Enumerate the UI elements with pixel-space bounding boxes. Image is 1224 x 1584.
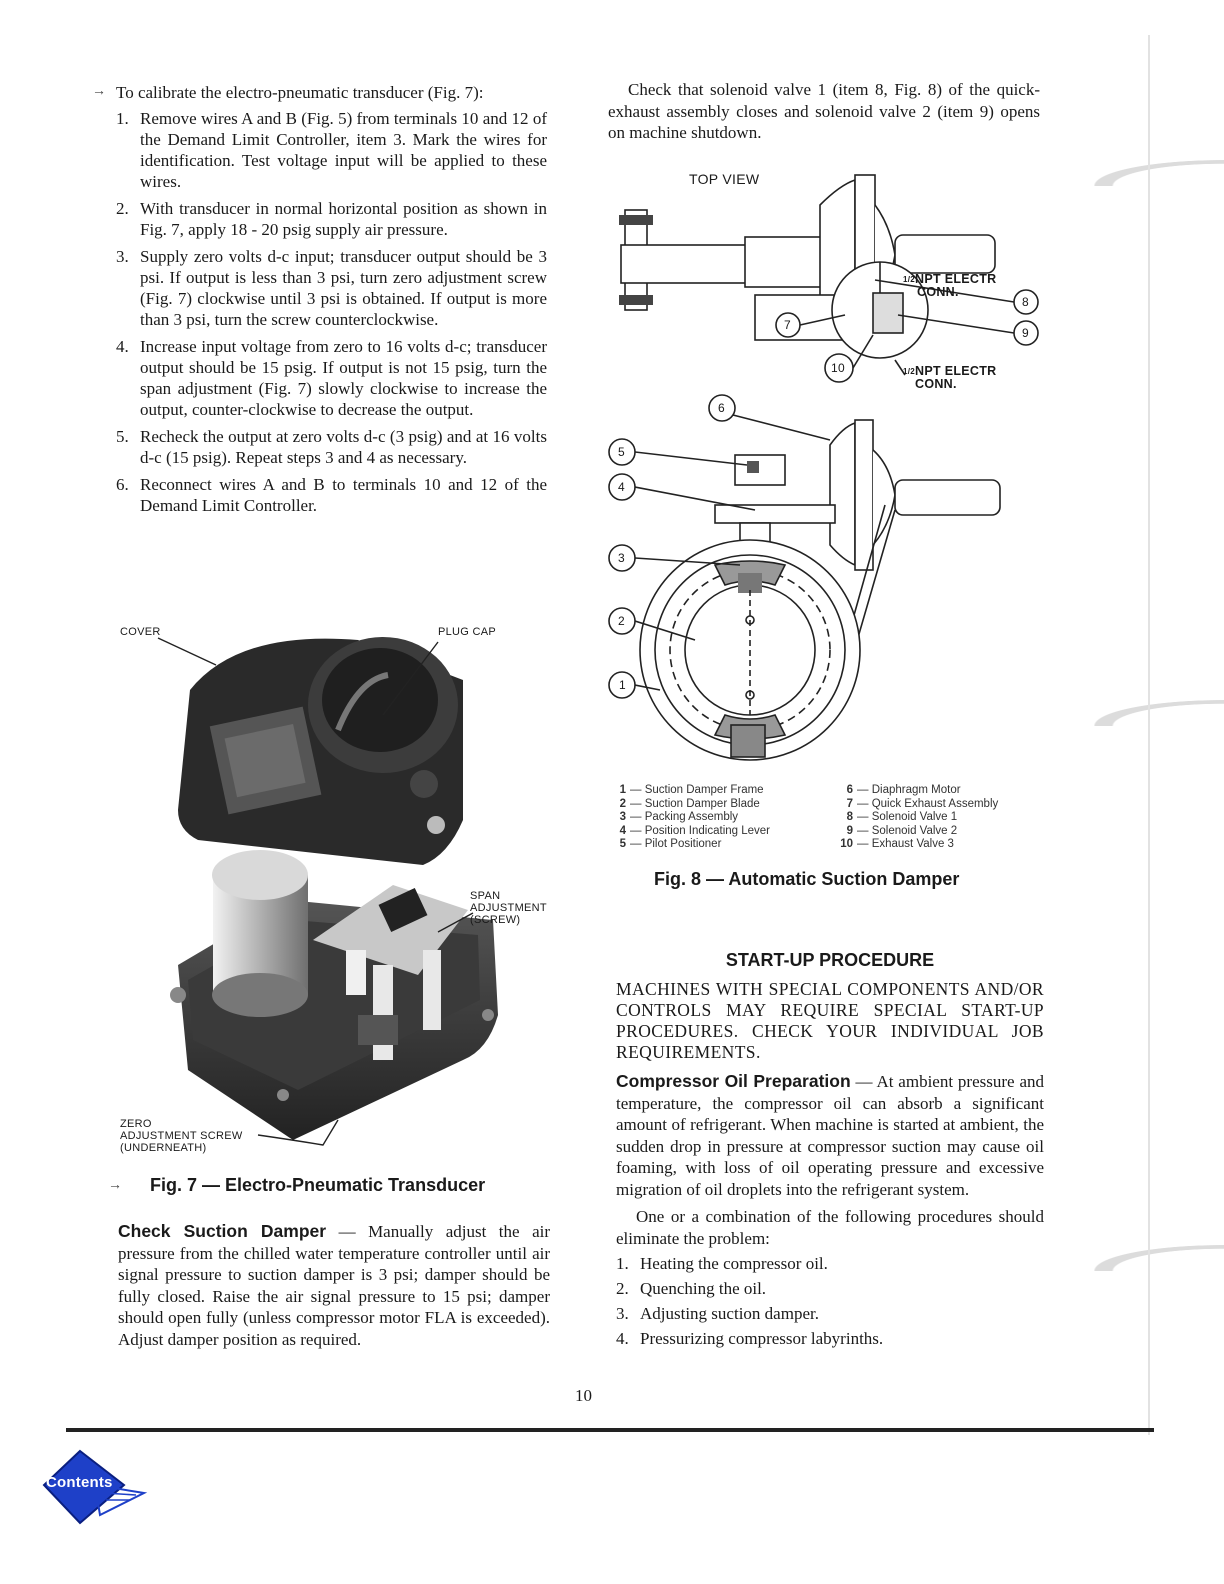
- label-zero-adjustment: ZERO ADJUSTMENT SCREW (UNDERNEATH): [120, 1118, 243, 1154]
- binder-tab-1: [1094, 160, 1224, 186]
- startup-heading: START-UP PROCEDURE: [725, 950, 935, 970]
- legend-item: 1 — Suction Damper Frame: [619, 784, 764, 796]
- legend-item: 7 — Quick Exhaust Assembly: [846, 797, 999, 810]
- procedure-item: 3. Adjusting suction damper.: [616, 1304, 819, 1323]
- callout-7: 7: [784, 318, 791, 332]
- procedure-item: 4. Pressurizing compressor labyrinths.: [616, 1329, 884, 1348]
- oil-procedures: [616, 1253, 1044, 1349]
- callout-8: 8: [1022, 295, 1029, 309]
- fig8-diagram: [605, 165, 1045, 785]
- calibrate-intro: To calibrate the electro-pneumatic transducer (Fig. 7):: [116, 83, 484, 102]
- legend-item: 3 — Packing Assembly: [619, 811, 739, 823]
- label-plug-cap: PLUG CAP: [438, 626, 497, 638]
- fig7-caption: Fig. 7 — Electro-Pneumatic Transducer: [150, 1175, 486, 1195]
- legend-item: 8 — Solenoid Valve 1: [846, 811, 958, 823]
- fig8-legend-left: [612, 784, 770, 852]
- legend-item: 6 — Diaphragm Motor: [846, 784, 961, 796]
- callout-6: 6: [718, 401, 725, 415]
- binder-tab-3: [1094, 1245, 1224, 1271]
- label-npt-bottom: $^{1/2}$NPT ELECTR CONN.: [903, 364, 997, 391]
- label-npt-top: $^{1/2}$NPT ELECTR CONN.: [903, 272, 997, 299]
- footer-rule: [66, 1428, 1154, 1432]
- legend-item: 10 — Exhaust Valve 3: [840, 838, 954, 850]
- calibration-step: 5. Recheck the output at zero volts d-c (3 psig) and at 16 volts d-c (15 psig). Repeat steps 3 and 4 as necessary.: [116, 426, 547, 467]
- check-suction-section: [118, 1221, 550, 1350]
- calibration-steps: [116, 108, 547, 516]
- callout-9: 9: [1022, 326, 1029, 340]
- calibration-step: 2. With transducer in normal horizontal position as shown in Fig. 7, apply 18 - 20 psig supply air pressure.: [116, 198, 547, 239]
- procedure-item: 2. Quenching the oil.: [616, 1279, 767, 1298]
- legend-item: 2 — Suction Damper Blade: [619, 797, 760, 810]
- procedure-item: 1. Heating the compressor oil.: [616, 1254, 828, 1273]
- oil-prep-text: — At ambient pressure and temperature, the compressor oil can absorb a significant amount of refrigerant. When machine is started at ambient, the sudden drop in pressure at compressor suction may cause oil foaming, with loss of oil operating pressure and excessive migration of oil droplets into the refrigerant system.: [616, 1072, 1044, 1199]
- change-bar-arrow: →: [108, 1178, 122, 1193]
- combination-text: One or a combination of the following procedures should eliminate the problem:: [616, 1207, 1044, 1248]
- callout-5: 5: [618, 445, 625, 459]
- label-cover: COVER: [120, 626, 161, 638]
- binder-tab-2: [1094, 700, 1224, 726]
- solenoid-section: [608, 79, 1040, 144]
- label-top-view: TOP VIEW: [689, 171, 760, 187]
- page-number: 10: [575, 1386, 592, 1405]
- contents-button[interactable]: [40, 1445, 150, 1530]
- callout-10: 10: [831, 361, 845, 375]
- fig8-legend-right: [833, 784, 998, 852]
- contents-label: Contents: [46, 1474, 113, 1491]
- page-edge-line: [1148, 35, 1150, 1435]
- calibration-step: 4. Increase input voltage from zero to 16 volts d-c; transducer output should be 15 psig. If output is not 15 psig, turn the span adjustment (Fig. 7) slowly clockwise to increase the output, counter-clockwise to decrease the output.: [116, 336, 547, 419]
- solenoid-text: Check that solenoid valve 1 (item 8, Fig. 8) of the quick-exhaust assembly closes and solenoid valve 2 (item 9) opens on machine shutdown.: [608, 80, 1040, 142]
- callout-3: 3: [618, 551, 625, 565]
- legend-item: 5 — Pilot Positioner: [619, 838, 722, 850]
- calibration-step: 3. Supply zero volts d-c input; transducer output should be 3 psi. If output is less than 3 psi, turn zero adjustment screw (Fig. 7) clockwise until 3 psi is obtained. If output is more than 3 psi, turn the screw counterclockwise.: [116, 246, 547, 329]
- fig7-photo: [118, 620, 558, 1165]
- label-span-adjustment: SPAN ADJUSTMENT (SCREW): [470, 890, 547, 926]
- check-suction-heading: Check Suction Damper: [118, 1221, 327, 1241]
- calibration-step: 6. Reconnect wires A and B to terminals 10 and 12 of the Demand Limit Controller.: [116, 474, 547, 515]
- startup-warning: MACHINES WITH SPECIAL COMPONENTS AND/OR CONTROLS MAY REQUIRE SPECIAL START-UP PROCEDURES. CHECK YOUR INDIVIDUAL JOB REQUIREMENTS.: [616, 979, 1044, 1062]
- left-column: [92, 82, 547, 522]
- oil-prep-heading: Compressor Oil Preparation: [616, 1071, 851, 1091]
- suction-damper-illustration: [605, 165, 1045, 785]
- callout-4: 4: [618, 480, 625, 494]
- legend-item: 9 — Solenoid Valve 2: [846, 824, 958, 837]
- callout-1: 1: [619, 678, 626, 692]
- change-bar-arrow: →: [92, 84, 106, 99]
- fig8-caption: Fig. 8 — Automatic Suction Damper: [654, 869, 960, 889]
- legend-item: 4 — Position Indicating Lever: [619, 824, 771, 837]
- callout-2: 2: [618, 614, 625, 628]
- check-suction-text: — Manually adjust the air pressure from the chilled water temperature controller until air signal pressure to suction damper is 3 psi; damper should be fully closed. Raise the air signal pressure to 15 psi; damper should open fully (unless compressor motor FLA is exceeded). Adjust damper position as required.: [118, 1222, 551, 1349]
- startup-section: [616, 950, 1044, 1353]
- calibration-step: 1. Remove wires A and B (Fig. 5) from terminals 10 and 12 of the Demand Limit Controller, item 3. Mark the wires for identification. Test voltage input will be applied to these wires.: [116, 108, 547, 191]
